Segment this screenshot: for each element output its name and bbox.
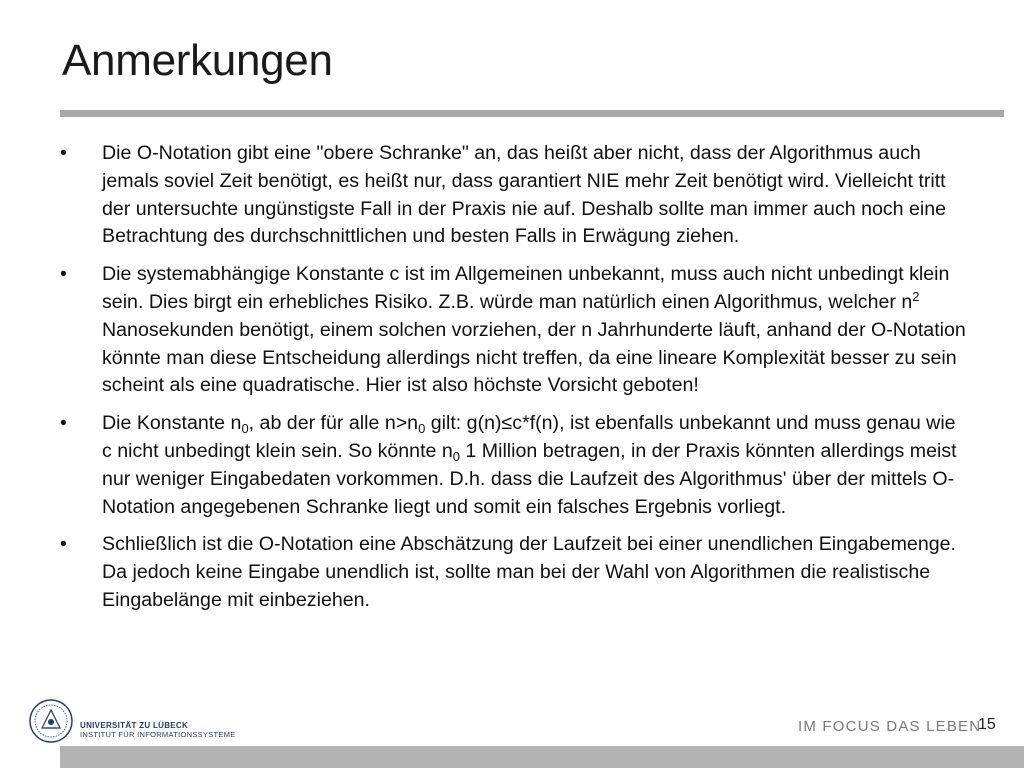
university-name: UNIVERSITÄT ZU LÜBECK <box>80 721 189 730</box>
bullet-item <box>60 531 970 614</box>
bullet-marker: • <box>60 263 67 286</box>
subscript: 0 <box>452 448 460 464</box>
bullet-text: , ab der für alle n>n <box>248 412 419 435</box>
footer-bar <box>60 746 1024 768</box>
superscript: 2 <box>912 288 920 304</box>
bullet-text: Die Konstante n <box>102 412 242 435</box>
bullet-list <box>60 140 970 625</box>
subscript: 0 <box>418 421 426 437</box>
institute-name: INSTITUT FÜR INFORMATIONSSYSTEME <box>80 730 236 739</box>
bullet-item <box>60 410 970 521</box>
title-divider <box>60 110 1004 117</box>
slide-title: Anmerkungen <box>62 36 333 85</box>
bullet-text: Die O-Notation gibt eine "obere Schranke" an, das heißt aber nicht, dass der Algorithmus auch jemals soviel Zeit benötigt, es heißt nur, dass garantiert NIE mehr Zeit benötigt wird. Vielleicht tritt der untersuchte ungünstigste Fall in der Praxis nie auf. Deshalb sollte man immer auch noch eine Betrachtung des durchschnittlichen und besten Falls in Erwägung ziehen. <box>102 142 947 248</box>
bullet-text: Schließlich ist die O-Notation eine Abschätzung der Laufzeit bei einer unendlichen Eingabemenge. Da jedoch keine Eingabe unendlich ist, sollte man bei der Wahl von Algorithmen die realistische Eingabelänge mit einbeziehen. <box>102 533 956 611</box>
bullet-text: Nanosekunden benötigt, einem solchen vorziehen, der n Jahrhunderte läuft, anhand der O-Notation könnte man diese Entscheidung allerdings nicht treffen, da eine lineare Komplexität besser zu sein scheint als eine quadratische. Hier ist also höchste Vorsicht geboten! <box>102 318 966 397</box>
subscript: 0 <box>241 421 249 437</box>
bullet-item <box>60 261 970 400</box>
bullet-item <box>60 140 970 251</box>
bullet-text: gilt: g(n)≤c*f(n), ist ebenfalls unbekannt und muss genau wie c nicht unbedingt klein sein. So könnte n <box>102 412 956 462</box>
university-seal-icon <box>28 698 74 744</box>
bullet-text: 1 Million betragen, in der Praxis könnten allerdings meist nur weniger Eingabedaten vorkommen. D.h. dass die Laufzeit des Algorithmus' über der mittels O-Notation angegebenen Schranke liegt und somit ein falsches Ergebnis vorliegt. <box>102 439 957 518</box>
bullet-marker: • <box>60 412 67 435</box>
bullet-text: Die systemabhängige Konstante c ist im Allgemeinen unbekannt, muss auch nicht unbedingt klein sein. Dies birgt ein erhebliches Risiko. Z.B. würde man natürlich einen Algorithmus, welcher n <box>102 263 950 313</box>
footer-tagline: IM FOCUS DAS LEBEN <box>798 718 982 735</box>
bullet-marker: • <box>60 533 67 556</box>
bullet-marker: • <box>60 142 67 164</box>
page-number: 15 <box>978 716 996 733</box>
